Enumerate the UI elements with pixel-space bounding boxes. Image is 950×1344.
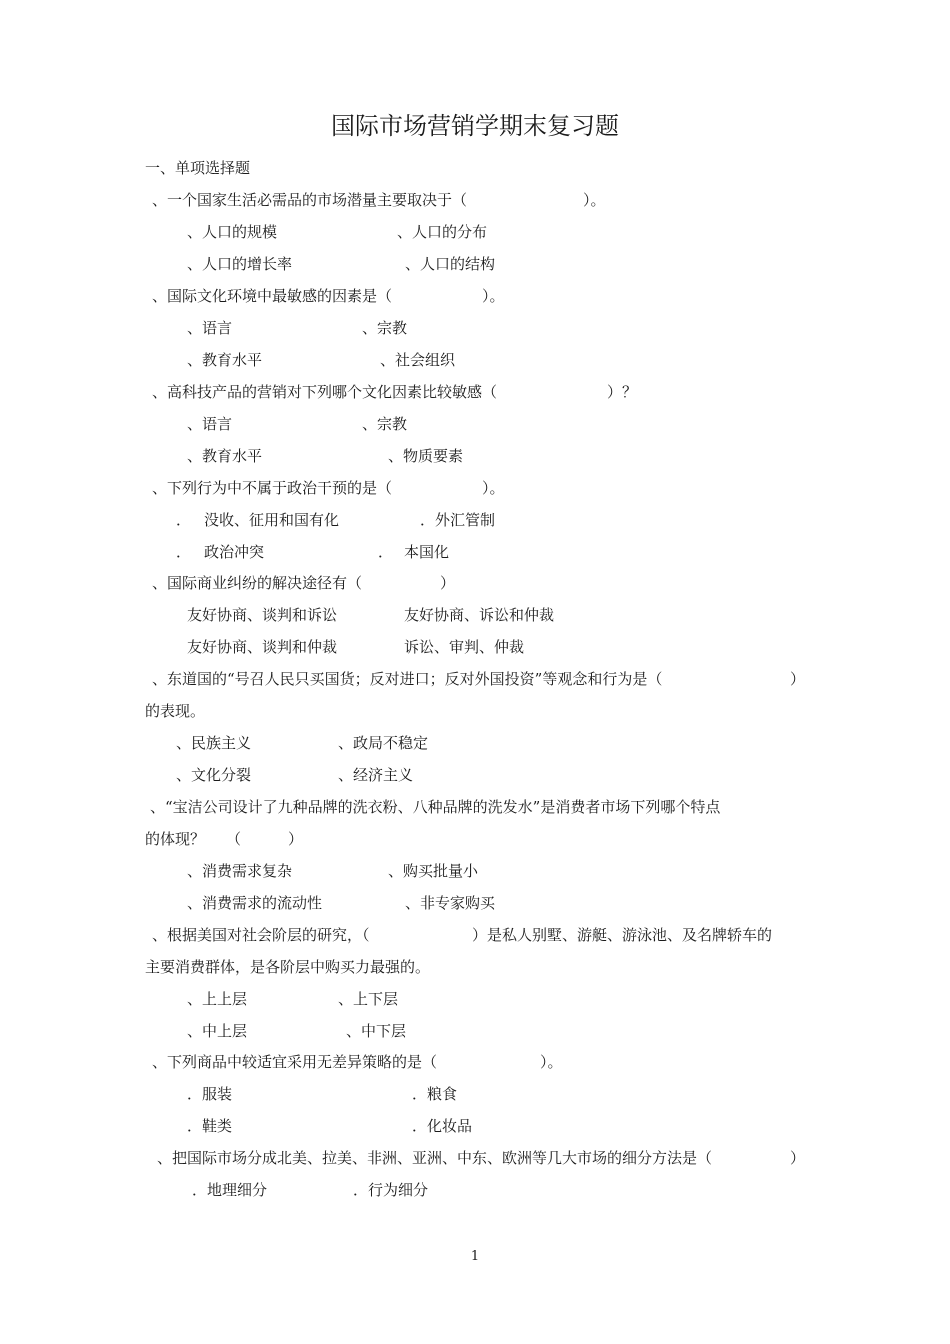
question-5-option-a: 友好协商、谈判和诉讼 [187, 606, 338, 624]
question-10-blank-close: ） [790, 1149, 806, 1167]
question-3-stem: 、高科技产品的营销对下列哪个文化因素比较敏感（ [152, 383, 498, 401]
question-5-option-b: 友好协商、诉讼和仲裁 [404, 606, 555, 624]
question-2-option-d: 、社会组织 [380, 351, 456, 369]
question-7-blank-open: （ [226, 830, 242, 848]
question-9-blank-close: ）。 [540, 1053, 563, 1071]
question-4-option-a: 没收、征用和国有化 [204, 511, 340, 529]
question-3-blank-close: ）？ [607, 383, 638, 401]
question-2-stem: 、国际文化环境中最敏感的因素是（ [152, 287, 393, 305]
question-5-blank-close: ） [440, 574, 456, 592]
question-9-option-c: ．鞋类 [187, 1117, 233, 1135]
question-5-stem: 、国际商业纠纷的解决途径有（ [152, 574, 363, 592]
question-7-option-a: 、消费需求复杂 [187, 862, 293, 880]
question-9-option-b: ．粮食 [412, 1085, 458, 1103]
question-2-option-b: 、宗教 [362, 319, 408, 337]
question-6-option-b: 、政局不稳定 [338, 734, 429, 752]
question-6-stem: 、东道国的“号召人民只买国货；反对进口；反对外国投资”等观念和行为是（ [152, 670, 663, 688]
question-4-option-d: 本国化 [404, 543, 450, 561]
question-5-option-c: 友好协商、谈判和仲裁 [187, 638, 338, 656]
section-heading: 一、单项选择题 [145, 159, 251, 177]
question-9-stem: 、下列商品中较适宜采用无差异策略的是（ [152, 1053, 438, 1071]
question-4-option-b: ．外汇管制 [420, 511, 496, 529]
question-8-option-c: 、中上层 [187, 1022, 248, 1040]
question-7-stem-continued: 的体现？ [145, 830, 206, 848]
question-1-stem: 、一个国家生活必需品的市场潜量主要取决于（ [152, 191, 468, 209]
question-10-option-a: ．地理细分 [192, 1181, 268, 1199]
question-2-option-a: 、语言 [187, 319, 233, 337]
question-1-option-c: 、人口的增长率 [187, 255, 293, 273]
question-4-option-c-marker: ． [176, 543, 192, 561]
page-number: 1 [470, 1249, 480, 1264]
question-3-option-c: 、教育水平 [187, 447, 263, 465]
question-8-option-d: 、中下层 [346, 1022, 407, 1040]
question-3-option-b: 、宗教 [362, 415, 408, 433]
question-9-option-d: ．化妆品 [412, 1117, 473, 1135]
question-4-stem: 、下列行为中不属于政治干预的是（ [152, 479, 393, 497]
question-1-option-a: 、人口的规模 [187, 223, 278, 241]
question-7-option-c: 、消费需求的流动性 [187, 894, 323, 912]
question-6-option-c: 、文化分裂 [176, 766, 252, 784]
question-7-stem: 、“宝洁公司设计了九种品牌的洗衣粉、八种品牌的洗发水”是消费者市场下列哪个特点 [150, 798, 721, 816]
question-8-option-b: 、上下层 [338, 990, 399, 1008]
question-6-option-d: 、经济主义 [338, 766, 414, 784]
question-8-stem-tail: ）是私人别墅、游艇、游泳池、及名牌轿车的 [472, 926, 773, 944]
question-6-stem-continued: 的表现。 [145, 702, 206, 720]
question-5-option-d: 诉讼、审判、仲裁 [404, 638, 525, 656]
question-6-option-a: 、民族主义 [176, 734, 252, 752]
question-1-option-d: 、人口的结构 [405, 255, 496, 273]
question-4-option-d-marker: ． [378, 543, 394, 561]
question-7-option-d: 、非专家购买 [405, 894, 496, 912]
question-7-option-b: 、购买批量小 [388, 862, 479, 880]
question-10-option-b: ．行为细分 [353, 1181, 429, 1199]
question-8-option-a: 、上上层 [187, 990, 248, 1008]
question-10-stem: 、把国际市场分成北美、拉美、非洲、亚洲、中东、欧洲等几大市场的细分方法是（ [157, 1149, 713, 1167]
question-1-option-b: 、人口的分布 [397, 223, 488, 241]
question-4-option-a-marker: ． [176, 511, 192, 529]
question-2-option-c: 、教育水平 [187, 351, 263, 369]
page-title: 国际市场营销学期末复习题 [331, 112, 619, 140]
question-7-blank-close: ） [288, 830, 304, 848]
question-4-option-c: 政治冲突 [204, 543, 265, 561]
question-8-stem-continued: 主要消费群体，是各阶层中购买力最强的。 [145, 958, 431, 976]
question-9-option-a: ．服装 [187, 1085, 233, 1103]
question-4-blank-close: ）。 [482, 479, 505, 497]
question-3-option-d: 、物质要素 [388, 447, 464, 465]
question-3-option-a: 、语言 [187, 415, 233, 433]
question-2-blank-close: ）。 [482, 287, 505, 305]
question-1-blank-close: ）。 [583, 191, 606, 209]
question-8-stem: 、根据美国对社会阶层的研究，（ [152, 926, 370, 944]
question-6-blank-close: ） [790, 670, 806, 688]
